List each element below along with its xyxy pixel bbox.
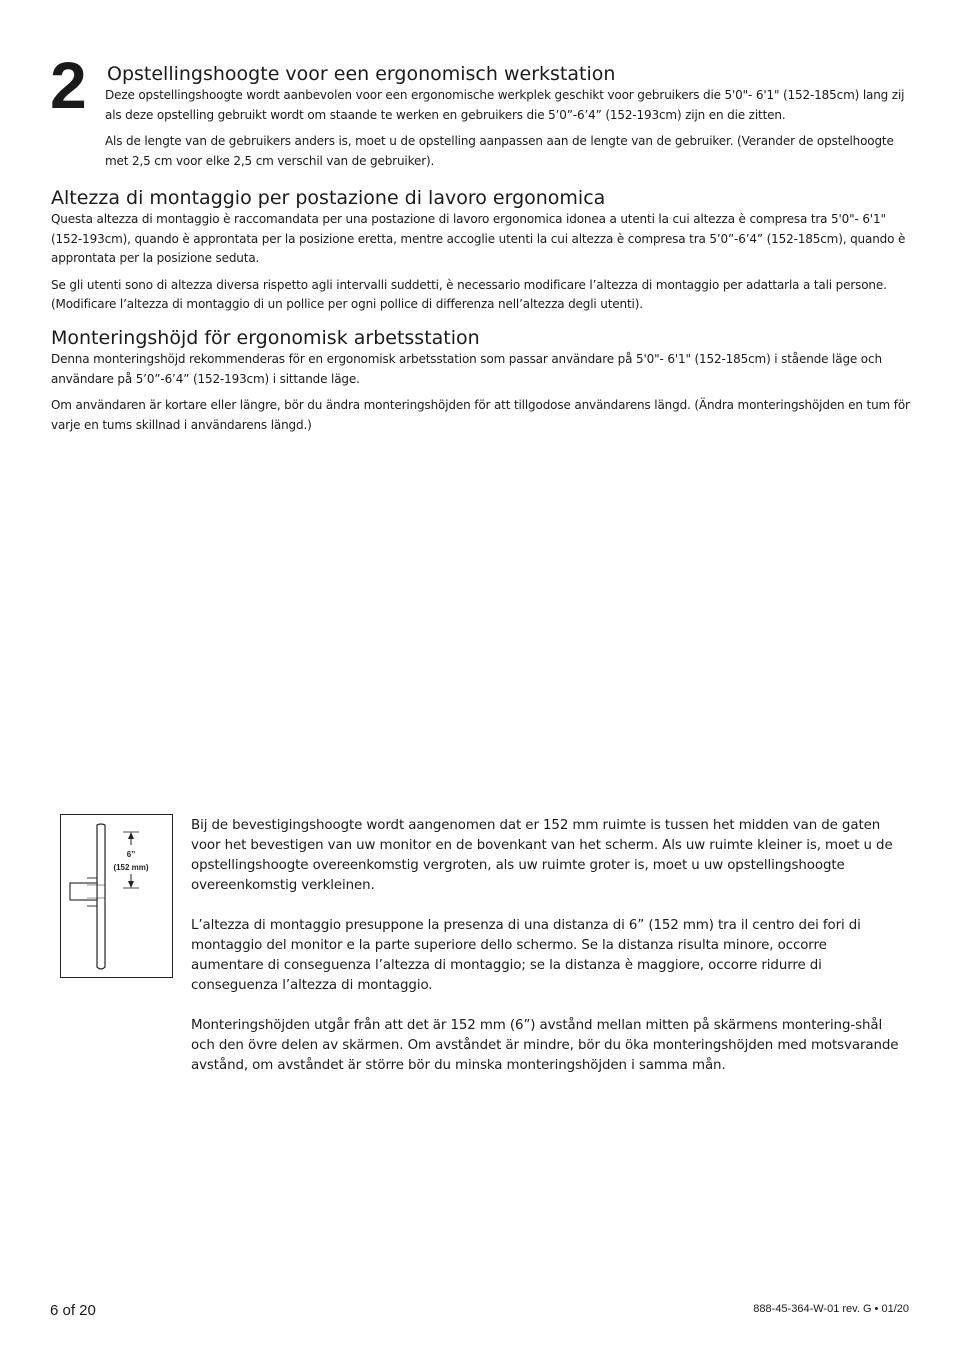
section-heading: Monteringshöjd för ergonomisk arbetsstation (51, 327, 480, 349)
note-paragraph-swedish: Monteringshöjden utgår från att det är 152 mm (6”) avstånd mellan mitten på skärmens montering-shål och den övre delen av skärmen. Om avståndet är mindre, bör du öka monteringshöjden med motsvarande avstånd, om avståndet är större bör du minska monteringshöjden i samma mån. (191, 1018, 899, 1073)
section-paragraph: Om användaren är kortare eller längre, bör du ändra monteringshöjden för att tillgodose användarens längd. (Ändra monteringshöjden en tum för varje en tums skillnad i användarens längd.) (51, 398, 910, 432)
section-swedish (51, 326, 911, 435)
section-paragraph: Se gli utenti sono di altezza diversa rispetto agli intervalli suddetti, è necessario modificare l’altezza di montaggio per adattarla a tali persone. (Modificare l’altezza di montaggio di un pollice per ogni pollice di differenza nell’altezza degli utenti). (51, 277, 887, 311)
section-heading: Opstellingshoogte voor een ergonomisch werkstation (107, 63, 616, 85)
note-paragraph-dutch: Bij de bevestigingshoogte wordt aangenomen dat er 152 mm ruimte is tussen het midden van de gaten voor het bevestigen van uw monitor en de bovenkant van het scherm. Als uw ruimte kleiner is, moet u de opstellingshoogte overeenkomstig vergroten, als uw ruimte groter is, moet u uw opstellingshoogte overeenkomstig verkleinen. (191, 818, 893, 893)
section-dutch (105, 62, 905, 171)
document-code: 888-45-364-W-01 rev. G • 01/20 (753, 1303, 909, 1315)
monitor-side-diagram (60, 814, 173, 978)
dimension-label-inches: 6” (126, 850, 136, 859)
step-number: 2 (50, 48, 87, 122)
monitor-profile (97, 824, 105, 969)
section-paragraph: Questa altezza di montaggio è raccomandata per una postazione di lavoro ergonomica idonea a utenti la cui altezza è compresa tra 5'0"- 6'1" (152-193cm), quando è approntata per la posizione eretta, mentre accoglie utenti la cui altezza è compresa tra 5’0”-6’4” (152-185cm), quando è approntata per la posizione seduta. (51, 212, 906, 265)
section-paragraph: Als de lengte van de gebruikers anders is, moet u de opstelling aanpassen aan de lengte van de gebruiker. (Verander de opstelhoogte met 2,5 cm voor elke 2,5 cm verschil van de gebruiker). (105, 134, 894, 168)
page-number: 6 of 20 (50, 1302, 96, 1319)
dimension-arrow-down-icon (128, 881, 134, 888)
monitor-diagram-svg (61, 815, 172, 977)
mount-plate (70, 883, 97, 900)
section-paragraph: Deze opstellingshoogte wordt aanbevolen voor een ergonomische werkplek geschikt voor gebruikers die 5'0"- 6'1" (152-185cm) lang zij als deze opstelling gebruikt wordt om staande te werken en gebruikers die 5’0”-6’4” (152-193cm) zijn en die zitten. (105, 88, 905, 122)
section-italian (51, 186, 911, 315)
mounting-note (191, 816, 901, 1096)
dimension-arrow-up-icon (128, 832, 134, 839)
section-paragraph: Denna monteringshöjd rekommenderas för en ergonomisk arbetsstation som passar användare på 5'0"- 6'1" (152-185cm) i stående läge och användare på 5’0”-6’4” (152-193cm) i sittande läge. (51, 352, 882, 386)
section-heading: Altezza di montaggio per postazione di lavoro ergonomica (51, 187, 606, 209)
dimension-label-mm: (152 mm) (113, 863, 149, 872)
note-paragraph-italian: L’altezza di montaggio presuppone la presenza di una distanza di 6” (152 mm) tra il centro dei fori di montaggio del monitor e la parte superiore dello schermo. Se la distanza risulta minore, occorre aumentare di conseguenza l’altezza di montaggio; se la distanza è maggiore, occorre ridurre di conseguenza l’altezza di montaggio. (191, 918, 861, 993)
